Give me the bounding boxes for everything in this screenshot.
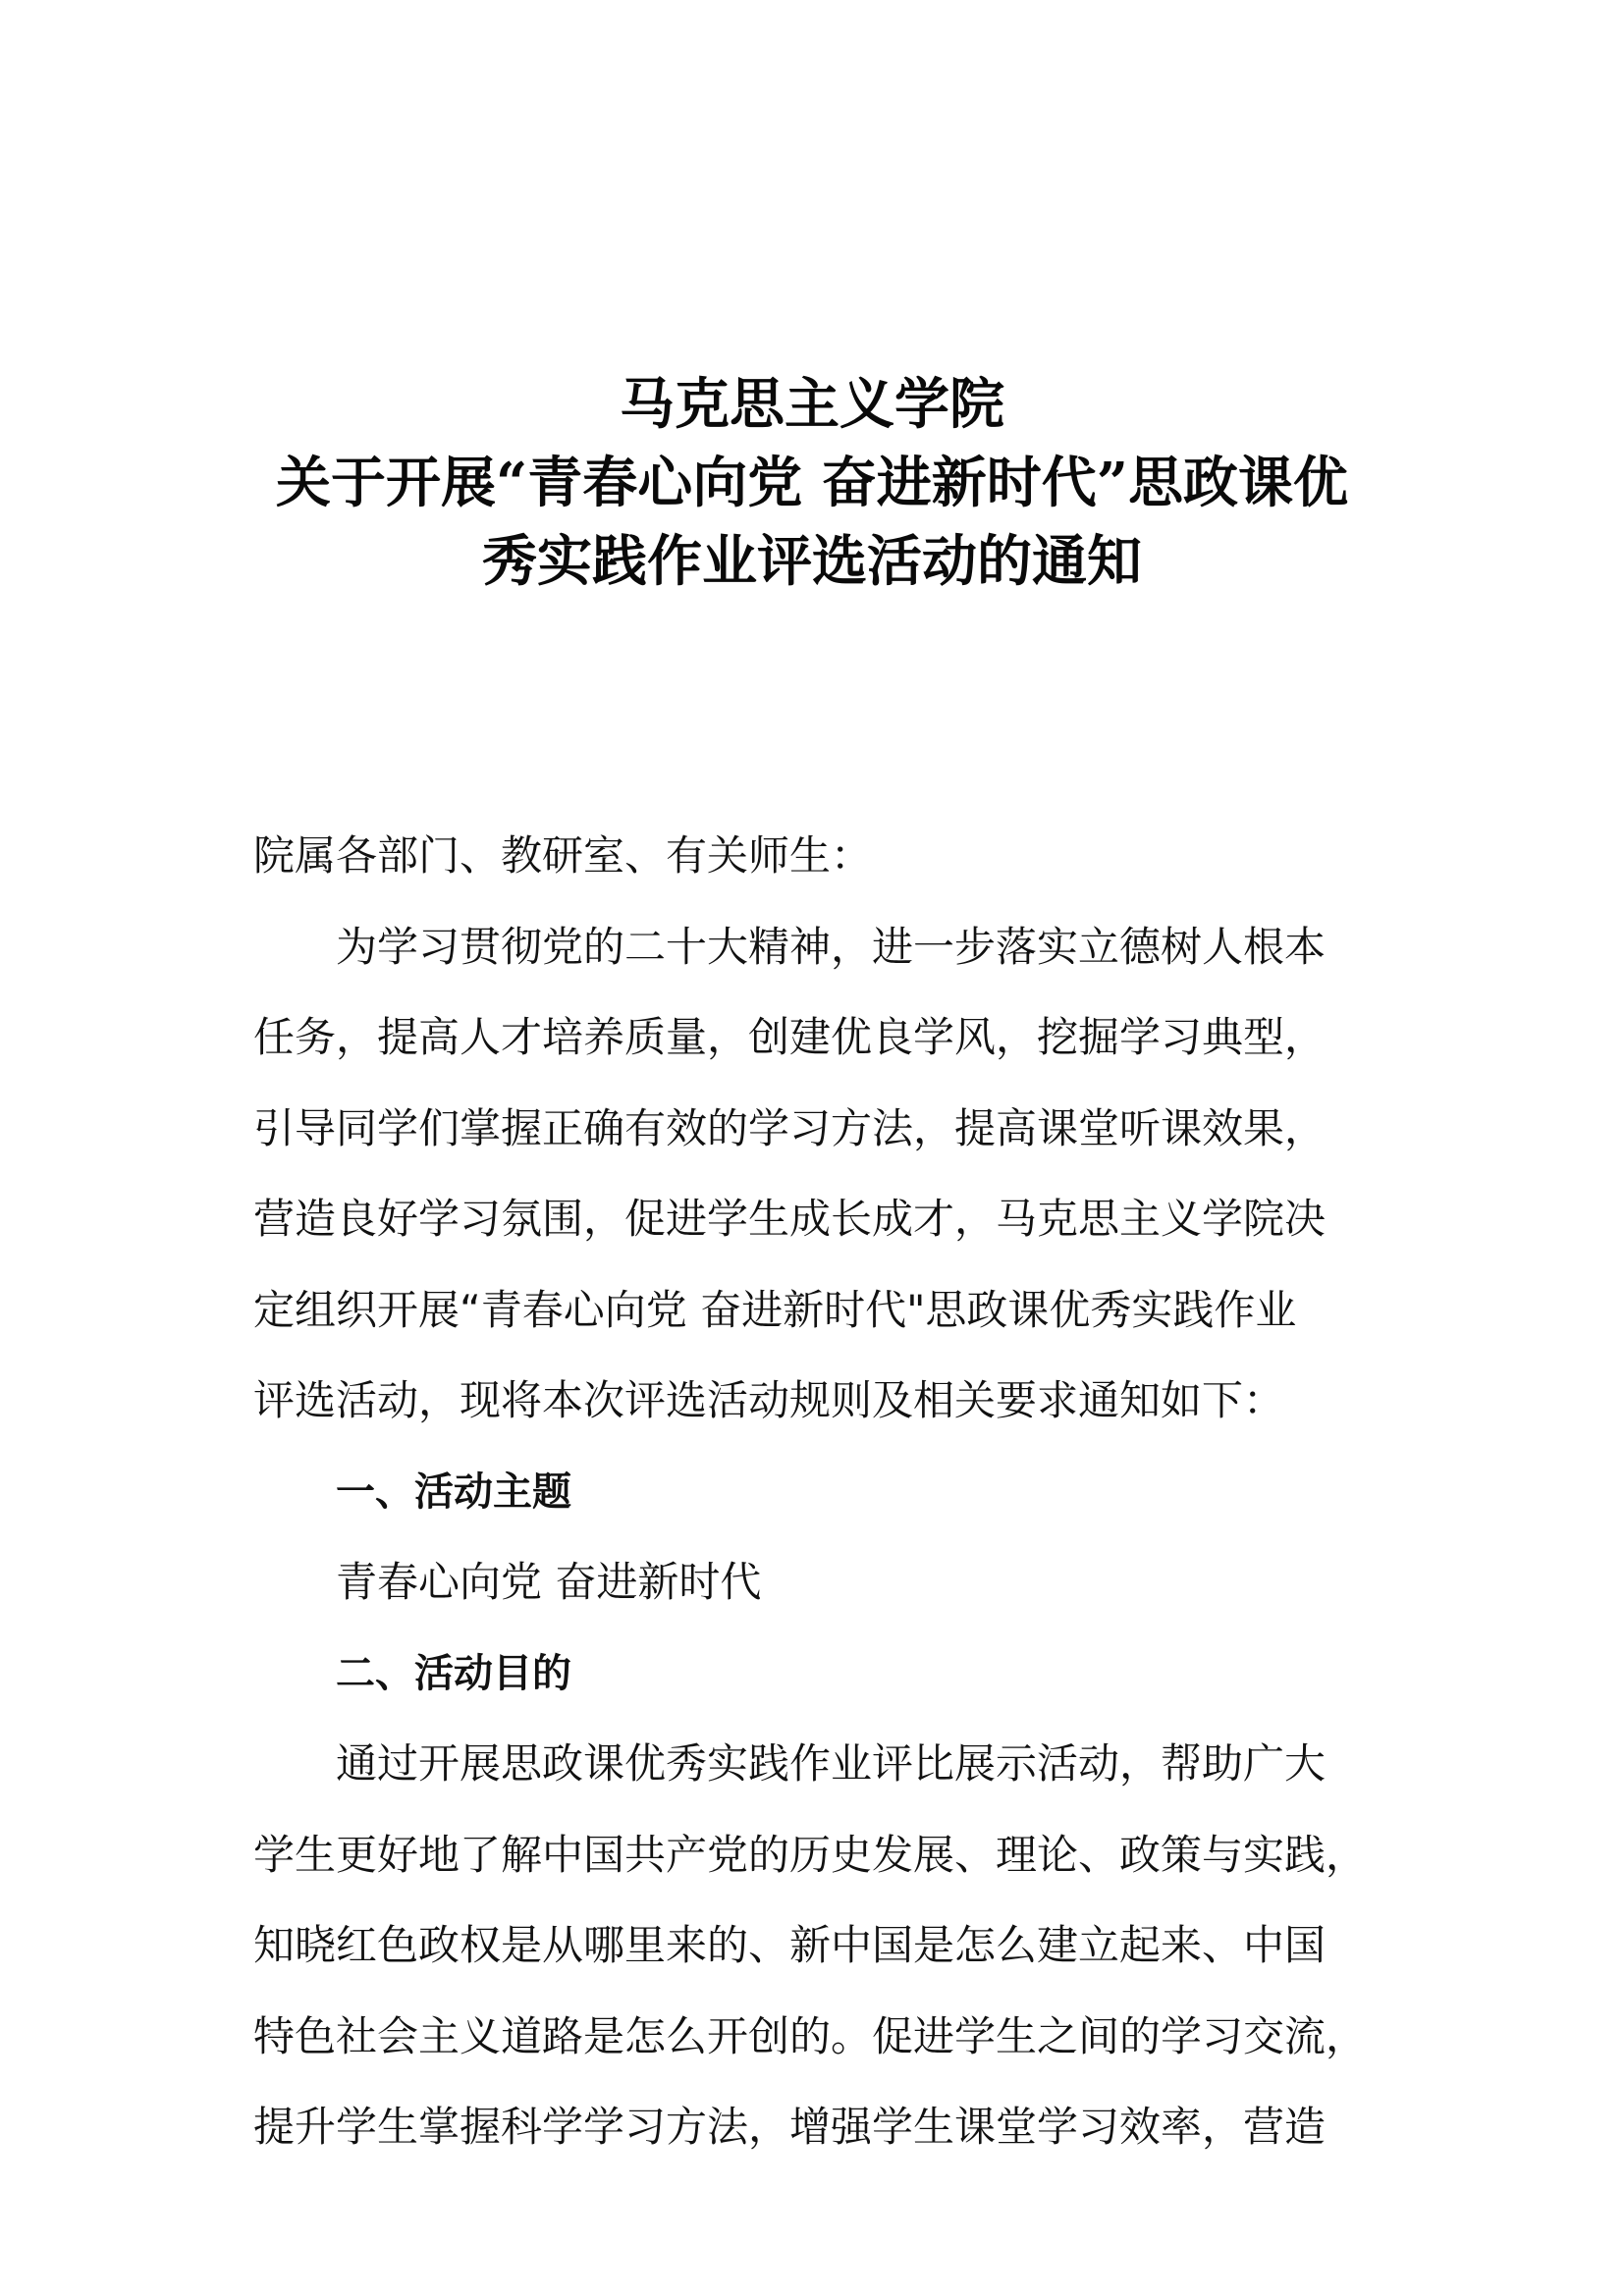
section-2-line: 学生更好地了解中国共产党的历史发展、理论、政策与实践， [253, 1830, 1368, 1879]
section-2-heading: 二、活动目的 [336, 1649, 571, 1696]
section-1-heading: 一、活动主题 [336, 1468, 571, 1515]
notice-body [253, 811, 1382, 2173]
title-line-2: 关于开展“青春心向党 奋进新时代”思政课优 [276, 451, 1348, 515]
salutation: 院属各部门、教研室、有关师生： [253, 831, 873, 880]
intro-line: 引导同学们掌握正确有效的学习方法，提高课堂听课效果， [253, 1103, 1326, 1152]
section-2-line: 提升学生掌握科学学习方法，增强学生课堂学习效率，营造 [253, 2103, 1326, 2151]
section-2-paragraph [253, 1719, 1382, 2173]
title-line-1: 马克思主义学院 [620, 372, 1004, 437]
section-2-line: 知晓红色政权是从哪里来的、新中国是怎么建立起来、中国 [253, 1921, 1326, 1969]
title-line-3: 秀实践作业评选活动的通知 [482, 529, 1142, 594]
section-2-line: 通过开展思政课优秀实践作业评比展示活动，帮助广大 [336, 1739, 1326, 1788]
intro-line: 为学习贯彻党的二十大精神，进一步落实立德树人根本 [336, 922, 1326, 971]
intro-paragraph [253, 902, 1382, 1447]
intro-line: 任务，提高人才培养质量，创建优良学风，挖掘学习典型， [253, 1013, 1326, 1061]
section-2-line: 特色社会主义道路是怎么开创的。促进学生之间的学习交流， [253, 2011, 1368, 2060]
intro-line: 营造良好学习氛围，促进学生成长成才，马克思主义学院决 [253, 1195, 1326, 1243]
notice-title [0, 365, 1624, 601]
intro-line: 评选活动，现将本次评选活动规则及相关要求通知如下： [253, 1376, 1285, 1424]
section-1-content: 青春心向党 奋进新时代 [336, 1558, 762, 1606]
intro-line: 定组织开展“青春心向党 奋进新时代"思政课优秀实践作业 [253, 1285, 1297, 1334]
